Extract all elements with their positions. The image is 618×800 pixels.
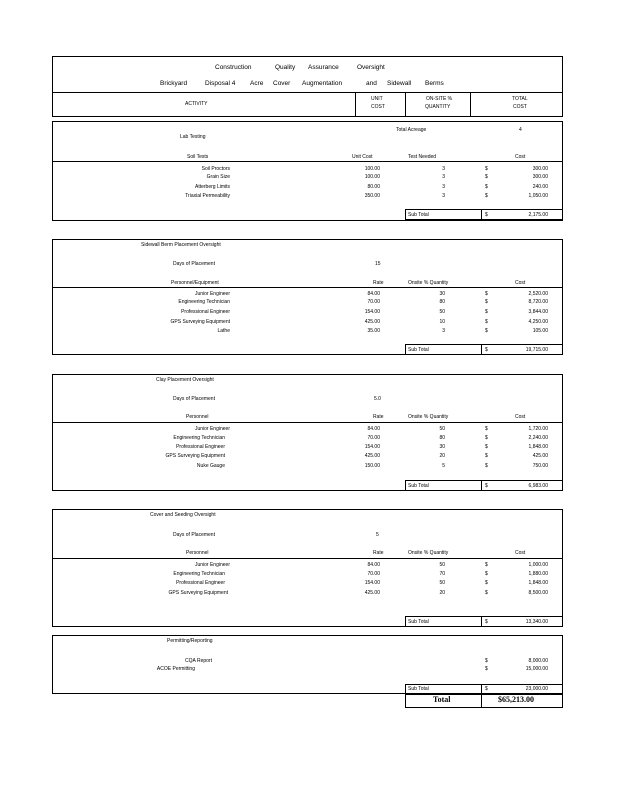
- table-row-cost: 105.00: [532, 328, 548, 334]
- subtitle-word: Berms: [425, 80, 444, 87]
- header-col-divider-3: [470, 92, 471, 117]
- subtotal-label: Sub Total: [408, 212, 429, 218]
- grand-total-divider: [481, 694, 482, 708]
- table-row-qty: 3: [442, 328, 445, 334]
- table-row-currency: $: [485, 174, 488, 180]
- subtotal-value: 23,000.00: [525, 686, 548, 692]
- table-row-currency: $: [485, 444, 488, 450]
- column-header-quantity: ON-SITE %: [426, 96, 453, 102]
- column-header: Personnel: [186, 550, 209, 556]
- table-row-name: GPS Surveying Equipment: [168, 590, 228, 596]
- table-row-qty: 3: [442, 174, 445, 180]
- table-row-qty: 20: [439, 453, 445, 459]
- subtitle-word: Sidewall: [387, 80, 412, 87]
- header-col-divider-1: [355, 92, 356, 117]
- table-row-rate: 84.00: [367, 562, 380, 568]
- title-word: Quality: [275, 64, 296, 71]
- table-row-qty: 50: [439, 309, 445, 315]
- table-row-cost: 750.00: [532, 463, 548, 469]
- table-row-name: Soil Proctors: [201, 166, 230, 172]
- table-row-name: Nuke Gauge: [196, 463, 225, 469]
- grand-total-box: [405, 694, 563, 708]
- column-header: Onsite % Quantity: [408, 550, 449, 556]
- table-row-cost: 8,500.00: [528, 590, 548, 596]
- table-row-qty: 50: [439, 562, 445, 568]
- column-header: Cost: [515, 280, 526, 286]
- column-header-total-cost: COST: [513, 104, 527, 110]
- grand-total-label: Total: [433, 695, 451, 704]
- sidewall-berm-section: [52, 239, 563, 355]
- table-row-currency: $: [485, 658, 488, 664]
- subtotal-divider: [481, 480, 482, 491]
- column-header-activity: ACTIVITY: [185, 101, 208, 107]
- table-row-currency: $: [485, 328, 488, 334]
- subtotal-currency: $: [485, 686, 488, 692]
- table-row-name: Professional Engineer: [181, 309, 230, 315]
- table-row-cost: 300.00: [532, 166, 548, 172]
- table-row-currency: $: [485, 666, 488, 672]
- table-row-name: Atterberg Limits: [194, 184, 230, 190]
- subtotal-currency: $: [485, 483, 488, 489]
- table-row-cost: 3,844.00: [528, 309, 548, 315]
- table-row-rate: 100.00: [364, 174, 380, 180]
- table-row-currency: $: [485, 193, 488, 199]
- table-row-name: Junior Engineer: [194, 291, 230, 297]
- table-row-rate: 84.00: [367, 426, 380, 432]
- table-row-currency: $: [485, 453, 488, 459]
- table-row-qty: 3: [442, 184, 445, 190]
- title-word: Oversight: [357, 64, 385, 71]
- subtotal-value: 2,175.00: [528, 212, 548, 218]
- table-row-currency: $: [485, 166, 488, 172]
- grand-total-value: $65,213.00: [498, 695, 534, 704]
- subtitle-word: Brickyard: [160, 80, 188, 87]
- subtotal-label: Sub Total: [408, 619, 429, 625]
- table-row-currency: $: [485, 571, 488, 577]
- table-row-name: Lathe: [217, 328, 230, 334]
- table-row-cost: 8,720.00: [528, 299, 548, 305]
- subtotal-currency: $: [485, 347, 488, 353]
- subtotal-divider: [481, 684, 482, 694]
- title-word: Construction: [215, 64, 252, 71]
- table-row-currency: $: [485, 463, 488, 469]
- table-row-qty: 30: [439, 291, 445, 297]
- subtotal-value: 19,715.00: [525, 347, 548, 353]
- total-acreage-value: 4: [519, 127, 522, 133]
- subtotal-value: 13,340.00: [525, 619, 548, 625]
- table-row-rate: 425.00: [364, 590, 380, 596]
- table-row-rate: 150.00: [364, 463, 380, 469]
- column-header-unit-cost: COST: [371, 104, 385, 110]
- table-row-rate: 154.00: [364, 580, 380, 586]
- table-row-currency: $: [485, 184, 488, 190]
- subtotal-divider: [481, 616, 482, 627]
- table-row-name: Grain Size: [206, 174, 230, 180]
- section-rule: [52, 422, 563, 423]
- section-rule: [52, 558, 563, 559]
- table-row-qty: 3: [442, 193, 445, 199]
- table-row-currency: $: [485, 319, 488, 325]
- table-row-cost: 1,848.00: [528, 444, 548, 450]
- table-row-cost: 425.00: [532, 453, 548, 459]
- section-title: Lab Testing: [180, 134, 206, 140]
- subtotal-currency: $: [485, 212, 488, 218]
- table-row-qty: 50: [439, 426, 445, 432]
- table-row-cost: 4,250.00: [528, 319, 548, 325]
- column-header: Rate: [373, 280, 384, 286]
- table-row-name: Engineering Technician: [178, 299, 230, 305]
- column-header: Onsite % Quantity: [408, 414, 449, 420]
- table-row-currency: $: [485, 590, 488, 596]
- table-row-rate: 100.00: [364, 166, 380, 172]
- column-header: Rate: [373, 414, 384, 420]
- table-row-rate: 70.00: [367, 571, 380, 577]
- section-rule: [52, 161, 563, 162]
- table-row-qty: 80: [439, 299, 445, 305]
- table-row-name: Junior Engineer: [194, 426, 230, 432]
- column-header-total-cost: TOTAL: [512, 96, 528, 102]
- table-row-currency: $: [485, 299, 488, 305]
- section-title: Permitting/Reporting: [167, 638, 213, 644]
- days-label: Days of Placement: [173, 396, 215, 402]
- table-row-cost: 15,000.00: [525, 666, 548, 672]
- table-row-name: GPS Surveying Equipment: [165, 453, 225, 459]
- table-row-qty: 5: [442, 463, 445, 469]
- subtotal-label: Sub Total: [408, 686, 429, 692]
- table-row-qty: 20: [439, 590, 445, 596]
- table-row-cost: 2,520.00: [528, 291, 548, 297]
- cover-seeding-section: [52, 509, 563, 627]
- table-row-rate: 425.00: [364, 453, 380, 459]
- column-header: Rate: [373, 550, 384, 556]
- table-row-rate: 35.00: [367, 328, 380, 334]
- table-row-qty: 3: [442, 166, 445, 172]
- table-row-cost: 8,000.00: [528, 658, 548, 664]
- column-header: Personnel/Equipment: [171, 280, 219, 286]
- column-header: Onsite % Quantity: [408, 280, 449, 286]
- subtotal-label: Sub Total: [408, 483, 429, 489]
- table-row-currency: $: [485, 309, 488, 315]
- subtitle-word: and: [366, 80, 377, 87]
- days-value: 5.0: [374, 396, 381, 402]
- table-row-qty: 10: [439, 319, 445, 325]
- table-row-rate: 154.00: [364, 309, 380, 315]
- table-row-rate: 70.00: [367, 435, 380, 441]
- table-row-rate: 80.00: [367, 184, 380, 190]
- title-word: Assurance: [308, 64, 339, 71]
- subtotal-divider: [481, 344, 482, 355]
- table-row-cost: 1,848.00: [528, 580, 548, 586]
- table-row-name: Professional Engineer: [176, 444, 225, 450]
- header-divider: [52, 92, 563, 93]
- column-header: Test Needed: [408, 154, 437, 160]
- section-rule: [52, 287, 563, 288]
- table-row-currency: $: [485, 580, 488, 586]
- table-row-name: Professional Engineer: [176, 580, 225, 586]
- column-header: Unit Cost: [352, 154, 373, 160]
- table-row-rate: 84.00: [367, 291, 380, 297]
- column-header-quantity: QUANTITY: [425, 104, 451, 110]
- subtotal-divider: [481, 209, 482, 220]
- table-row-cost: 300.00: [532, 174, 548, 180]
- table-row-qty: 70: [439, 571, 445, 577]
- table-row-qty: 50: [439, 580, 445, 586]
- table-row-currency: $: [485, 435, 488, 441]
- clay-placement-section: [52, 374, 563, 491]
- total-acreage-label: Total Acreage: [396, 127, 427, 133]
- subtitle-word: Disposal 4: [205, 80, 236, 87]
- column-header: Personnel: [186, 414, 209, 420]
- section-title: Cover and Seeding Oversight: [150, 512, 216, 518]
- section-title: Clay Placement Oversight: [156, 377, 214, 383]
- column-header: Soil Tests: [187, 154, 209, 160]
- table-row-name: Triaxial Permeability: [185, 193, 230, 199]
- table-row-currency: $: [485, 291, 488, 297]
- header-col-divider-2: [405, 92, 406, 117]
- table-row-cost: 1,050.00: [528, 193, 548, 199]
- section-title: Sidewall Berm Placement Oversight: [141, 242, 221, 248]
- table-row-qty: 30: [439, 444, 445, 450]
- table-row-name: Engineering Technician: [173, 571, 225, 577]
- table-row-name: CQA Report: [185, 658, 212, 664]
- days-label: Days of Placement: [173, 532, 215, 538]
- table-row-qty: 80: [439, 435, 445, 441]
- subtitle-word: Acre: [250, 80, 264, 87]
- table-row-cost: 2,240.00: [528, 435, 548, 441]
- table-row-name: GPS Surveying Equipment: [170, 319, 230, 325]
- table-row-currency: $: [485, 426, 488, 432]
- subtitle-word: Augmentation: [302, 80, 343, 87]
- column-header: Cost: [515, 154, 526, 160]
- table-row-name: Junior Engineer: [194, 562, 230, 568]
- table-row-cost: 1,720.00: [528, 426, 548, 432]
- table-row-cost: 1,880.00: [528, 571, 548, 577]
- subtotal-value: 6,983.00: [528, 483, 548, 489]
- column-header-unit-cost: UNIT: [371, 96, 383, 102]
- days-value: 5: [376, 532, 379, 538]
- table-row-name: Engineering Technician: [173, 435, 225, 441]
- table-row-rate: 350.00: [364, 193, 380, 199]
- table-row-rate: 154.00: [364, 444, 380, 450]
- subtotal-currency: $: [485, 619, 488, 625]
- table-row-rate: 425.00: [364, 319, 380, 325]
- subtitle-word: Cover: [273, 80, 291, 87]
- table-row-name: ACOE Permitting: [156, 666, 195, 672]
- column-header: Cost: [515, 550, 526, 556]
- table-row-cost: 1,000.00: [528, 562, 548, 568]
- table-row-cost: 240.00: [532, 184, 548, 190]
- days-value: 15: [375, 261, 381, 267]
- table-row-rate: 70.00: [367, 299, 380, 305]
- table-row-currency: $: [485, 562, 488, 568]
- subtotal-label: Sub Total: [408, 347, 429, 353]
- column-header: Cost: [515, 414, 526, 420]
- days-label: Days of Placement: [173, 261, 215, 267]
